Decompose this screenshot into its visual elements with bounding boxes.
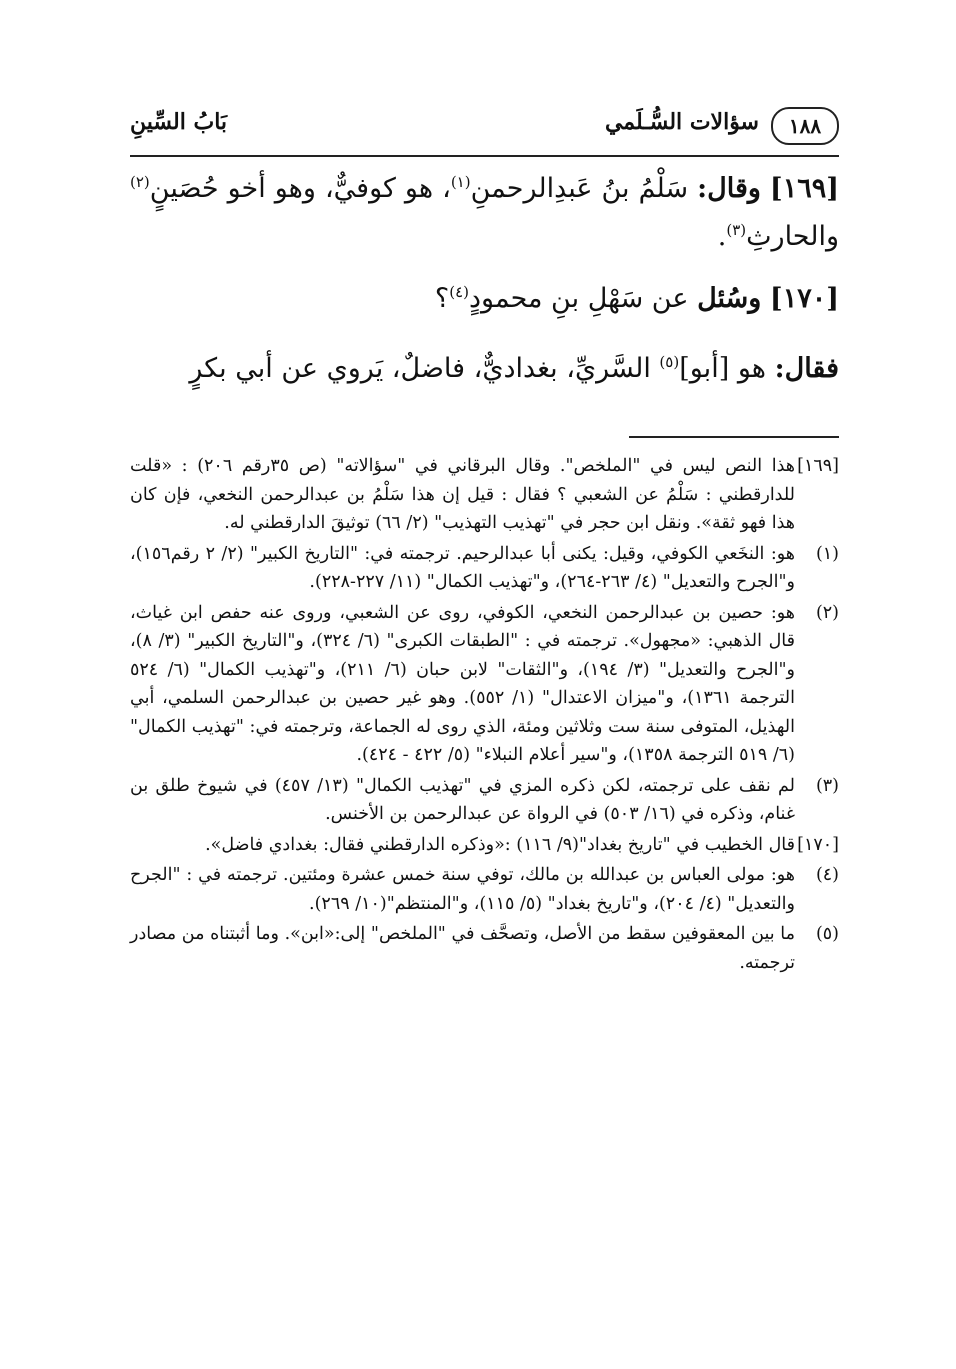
footnote-ref: (١) bbox=[450, 173, 471, 191]
footnote-text: هذا النص ليس في "الملخص". وقال البرقاني في "سؤالاته" (ص ٣٥رقم ٢٠٦) : «قلت للدارقطني : سَلْمُ عن الشعبي ؟ فقال : قيل إن هذا سَلْمُ بن عبدالرحمن النخعي، فإن كان هذا فهو ثقة». ونقل ابن حجر في "تهذيب التهذيب" (٢/ ٦٦) توثيقَ الدارقطني له. bbox=[130, 456, 795, 533]
footnote-text: هو: حصين بن عبدالرحمن النخعي، الكوفي، روى عن الشعبي، وروى عنه حفص ابن غياث، قال الذهبي: «مجهول». ترجمته في : "الطبقات الكبرى" (٦/ ٣٢٤)، و"التاريخ الكبير" (٣/ ٨)، و"الجرح والتعديل" (٣/ ١٩٤)، و"الثقات" لابن حبان (٦/ ٢١١)، و"تهذيب الكمال" (٦/ ٥٢٤ الترجمة ١٣٦١)، و"ميزان الاعتدال" (١/ ٥٥٢). وهو غير حصين بن عبدالرحمن السلمي، أبي الهذيل، المتوفى سنة ست وثلاثين ومئة، الذي روى له الجماعة، وترجمته في: "تهذيب الكمال" (٦/ ٥١٩ الترجمة ١٣٥٨)، و"سير أعلام النبلاء" (٥/ ٤٢٢ - ٤٢٤). bbox=[130, 602, 796, 765]
footnote-170 bbox=[130, 831, 839, 860]
entry-text: عن سَهْلِ بنِ محمودٍ bbox=[469, 283, 689, 314]
footnote-marker: (١) bbox=[815, 543, 839, 564]
page-header bbox=[130, 95, 839, 157]
footnote-text: لم نقف على ترجمته، لكن ذكره المزي في "تهذيب الكمال" (١٣/ ٤٥٧) في شيوخ طلق بن غنام، وذكره في (١٦/ ٥٠٣) في الرواة عن عبدالرحمن بن الأخنس. bbox=[130, 775, 795, 824]
footnote-3 bbox=[130, 772, 839, 829]
footnote-ref: (٣) bbox=[726, 221, 747, 239]
footnote-marker: (٤) bbox=[815, 865, 839, 885]
footnote-text: هو: مولى العباس بن عبدالله بن مالك، توفي سنة خمس عشرة ومئتين. ترجمته في : "الجرح والتعديل" (٤/ ٢٠٤)، و"تاريخ بغداد" (٥/ ١١٥)، و"المنتظم"(١٠/ ٢٦٩). bbox=[130, 865, 795, 914]
entry-text: . bbox=[717, 221, 727, 252]
entry-text: والحارثِ bbox=[746, 221, 839, 252]
footnote-marker: (٢) bbox=[815, 602, 839, 623]
answer-text: هو [أبو] bbox=[679, 353, 767, 384]
chapter-title: بَابُ السِّينِ bbox=[130, 109, 228, 135]
entry-keyword: وقال: bbox=[697, 173, 761, 204]
footnote-ref: (٥) bbox=[659, 353, 680, 371]
footnote-ref: (٤) bbox=[449, 283, 469, 301]
footnote-marker: [١٧٠] bbox=[797, 834, 839, 855]
footnote-separator bbox=[629, 436, 839, 438]
footnotes bbox=[130, 452, 839, 979]
footnote-marker: [١٦٩] bbox=[797, 456, 839, 476]
footnote-text: هو: النخَعي الكوفي، وقيل: يكنى أبا عبدالرحيم. ترجمته في: "التاريخ الكبير" (٢/ ٢ رقم١٥٦)، و"الجرح والتعديل" (٤/ ٢٦٣-٢٦٤)، و"تهذيب الكمال" (١١/ ٢٢٧-٢٢٨). bbox=[130, 543, 795, 592]
footnote-1 bbox=[130, 540, 839, 597]
entry-text: ؟ bbox=[434, 283, 450, 314]
footnote-2 bbox=[130, 599, 839, 770]
entry-text: ، هو كوفيٌّ، وهو أخو حُصَينٍ bbox=[149, 173, 451, 204]
main-text bbox=[130, 165, 839, 393]
answer-keyword: فقال: bbox=[774, 353, 839, 384]
footnote-text: قال الخطيب في "تاريخ بغداد"(٩/ ١١٦) :«وذكره الدارقطني فقال: بغدادي فاضل». bbox=[205, 834, 795, 855]
entry-170 bbox=[130, 275, 839, 323]
book-title: سؤالات السُّـلَمي bbox=[604, 109, 759, 135]
entry-number: [١٧٠] bbox=[769, 283, 839, 314]
footnote-4 bbox=[130, 861, 839, 918]
entry-number: [١٦٩] bbox=[769, 173, 839, 204]
footnote-5 bbox=[130, 920, 839, 977]
page-number: ١٨٨ bbox=[771, 107, 839, 145]
footnote-text: ما بين المعقوفين سقط من الأصل، وتصحَّف في "الملخص" إلى:«ابن». وما أثبتناه من مصادر ترجمته. bbox=[130, 924, 795, 973]
footnote-169 bbox=[130, 452, 839, 538]
answer-170 bbox=[130, 345, 839, 393]
footnote-marker: (٥) bbox=[815, 924, 839, 944]
footnote-marker: (٣) bbox=[815, 775, 839, 796]
answer-text: السَّريِّ، بغداديٌّ، فاضلٌ، يَروي عن أبي بكرٍ bbox=[189, 353, 660, 384]
entry-169 bbox=[130, 165, 839, 261]
entry-keyword: وسُئل bbox=[697, 283, 762, 314]
footnote-ref: (٢) bbox=[130, 173, 150, 191]
entry-text: سَلْمُ بنُ عَبدِالرحمنِ bbox=[470, 173, 689, 204]
